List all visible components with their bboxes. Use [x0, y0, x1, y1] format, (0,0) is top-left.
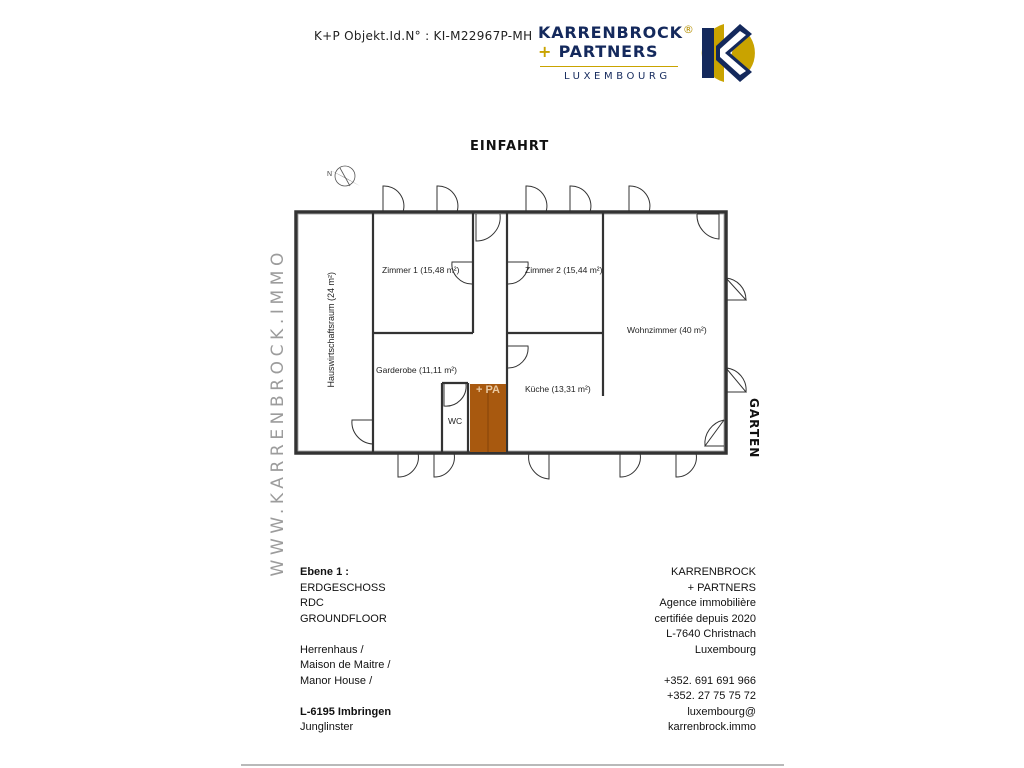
agency-info — [556, 565, 756, 736]
floor-name-fr: RDC — [300, 597, 324, 609]
agency-line: Luxembourg — [694, 643, 756, 656]
logo-country: LUXEMBOURG — [564, 71, 671, 82]
level-title: Ebene 1 : — [300, 566, 349, 578]
house-type-de: Herrenhaus / — [300, 643, 364, 656]
house-type-fr: Maison de Maitre / — [300, 659, 391, 671]
agency-line: + PARTNERS — [687, 581, 756, 594]
agency-line: Agence immobilière — [659, 597, 756, 609]
bottom-rule — [241, 764, 784, 766]
room-label-garderobe: Garderobe (11,11 m²) — [376, 365, 457, 375]
house-type-en: Manor House / — [300, 674, 373, 687]
room-label-zimmer-1: Zimmer 1 (15,48 m²) — [382, 265, 460, 275]
spacer — [300, 689, 391, 705]
website-watermark: WWW.KARRENBROCK.IMMO — [268, 248, 288, 577]
agency-line: L-7640 Christnach — [666, 628, 756, 640]
svg-text:N: N — [327, 171, 333, 178]
room-label-hwr: Hauswirtschaftsraum (24 m²) — [326, 272, 336, 388]
object-id: K+P Objekt.Id.N° : KI-M22967P-MH — [314, 29, 533, 43]
address-line: L-6195 Imbringen — [300, 705, 392, 718]
room-label-wohnzimmer: Wohnzimmer (40 m²) — [627, 325, 707, 335]
room-label-kueche: Küche (13,31 m²) — [525, 384, 591, 394]
room-label-zimmer-2: Zimmer 2 (15,44 m²) — [525, 265, 603, 275]
spacer — [300, 627, 391, 643]
room-label-wc: WC — [448, 416, 463, 426]
spacer — [556, 658, 756, 674]
phone-office[interactable]: +352. 27 75 75 72 — [667, 690, 756, 702]
email-part-1[interactable]: luxembourg@ — [687, 705, 756, 718]
floor-name-de: ERDGESCHOSS — [300, 581, 386, 594]
email-part-2[interactable]: karrenbrock.immo — [667, 721, 756, 733]
agency-line: KARRENBROCK — [671, 566, 756, 578]
town-line: Junglinster — [300, 721, 354, 733]
floor-name-en: GROUNDFLOOR — [300, 612, 387, 625]
logo-plus-sign: + — [538, 42, 553, 61]
registered-mark: ® — [682, 23, 695, 36]
top-windows — [383, 186, 650, 212]
einfahrt-label: EINFAHRT — [470, 139, 550, 154]
garten-label: GARTEN — [747, 398, 761, 459]
agency-line: certifiée depuis 2020 — [654, 612, 756, 625]
phone-mobile[interactable]: +352. 691 691 966 — [663, 674, 756, 687]
compass-icon — [327, 166, 360, 186]
stairs-overlay-mark: + PA — [476, 384, 500, 396]
bottom-windows — [398, 453, 696, 479]
logo-brand-name: KARRENBROCK — [538, 23, 683, 42]
logo-partners: PARTNERS — [558, 42, 659, 61]
right-windows — [726, 278, 746, 392]
floor-info — [300, 565, 391, 736]
